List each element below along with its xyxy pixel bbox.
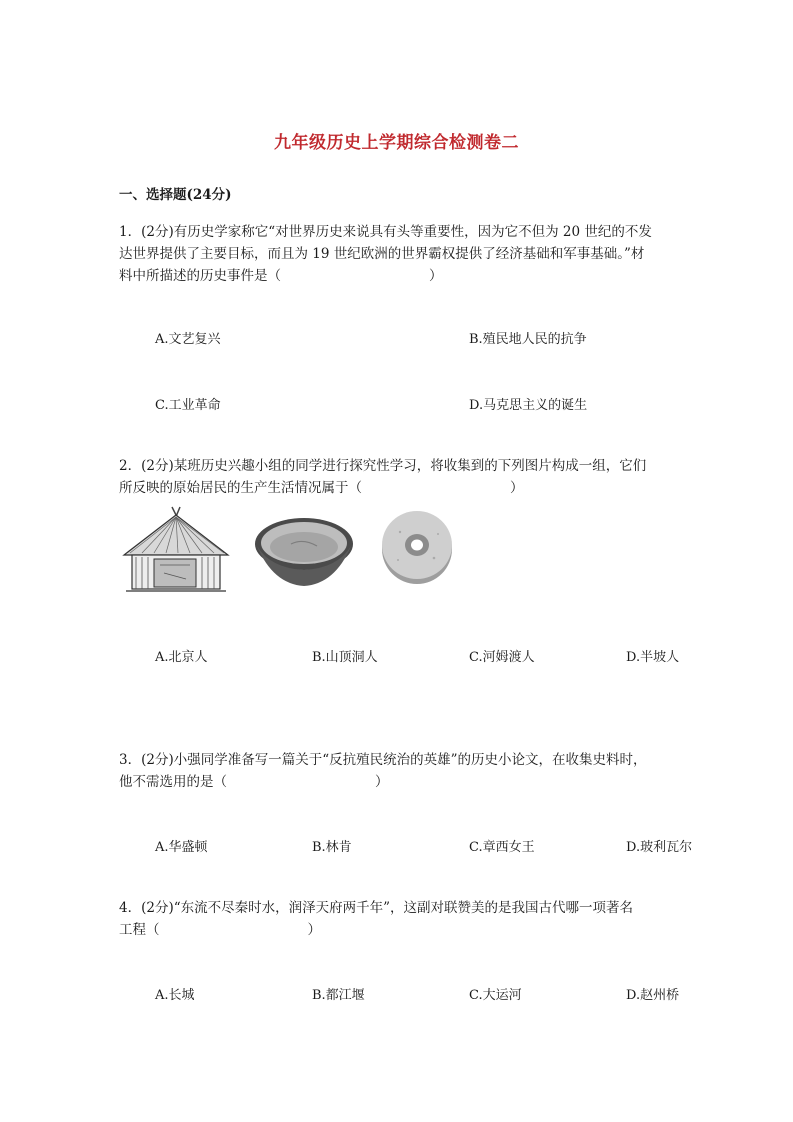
option-c[interactable]: C.章西女王: [469, 840, 535, 855]
option-d[interactable]: D.马克思主义的诞生: [469, 398, 588, 413]
option-c[interactable]: C.工业革命: [155, 398, 221, 413]
option-d[interactable]: D.半坡人: [626, 650, 680, 665]
question-text-line: 他不需选用的是（ ）: [119, 774, 389, 790]
option-b[interactable]: B.林肯: [312, 840, 352, 855]
pottery-bowl-image: [253, 514, 355, 588]
option-b[interactable]: B.殖民地人民的抗争: [469, 332, 587, 347]
thatched-hut-image: [120, 505, 232, 597]
spindle-whorl-image: [380, 508, 454, 586]
question-1: [119, 221, 652, 287]
question-text-line: 4．(2分)“东流不尽秦时水，润泽天府两千年”，这副对联赞美的是我国古代哪一项著名: [119, 900, 634, 916]
option-d[interactable]: D.玻利瓦尔: [626, 840, 693, 855]
question-text-line: 1．(2分)有历史学家称它“对世界历史来说具有头等重要性，因为它不但为 20 世纪的不发: [119, 224, 652, 240]
question-text-line: 达世界提供了主要目标，而且为 19 世纪欧洲的世界霸权提供了经济基础和军事基础。”材: [119, 246, 645, 262]
question-4: [119, 897, 633, 941]
option-a[interactable]: A.北京人: [155, 650, 208, 665]
option-d[interactable]: D.赵州桥: [626, 988, 680, 1003]
question-text-line: 2．(2分)某班历史兴趣小组的同学进行探究性学习，将收集到的下列图片构成一组，它们: [119, 458, 647, 474]
option-a[interactable]: A.华盛顿: [155, 840, 208, 855]
question-3: [119, 749, 647, 793]
option-c[interactable]: C.大运河: [469, 988, 522, 1003]
option-a[interactable]: A.文艺复兴: [155, 332, 221, 347]
question-2: [119, 455, 646, 499]
question-text-line: 3．(2分)小强同学准备写一篇关于“反抗殖民统治的英雄”的历史小论文，在收集史料时，: [119, 752, 647, 768]
question-text-line: 料中所描述的历史事件是（ ）: [119, 268, 443, 284]
option-a[interactable]: A.长城: [155, 988, 195, 1003]
option-c[interactable]: C.河姆渡人: [469, 650, 535, 665]
option-b[interactable]: B.都江堰: [312, 988, 365, 1003]
question-text-line: 工程（ ）: [119, 922, 321, 938]
section-heading: 一、选择题(24分): [119, 187, 232, 203]
option-b[interactable]: B.山顶洞人: [312, 650, 378, 665]
question-text-line: 所反映的原始居民的生产生活情况属于（ ）: [119, 480, 524, 496]
page-title: 九年级历史上学期综合检测卷二: [274, 133, 519, 153]
